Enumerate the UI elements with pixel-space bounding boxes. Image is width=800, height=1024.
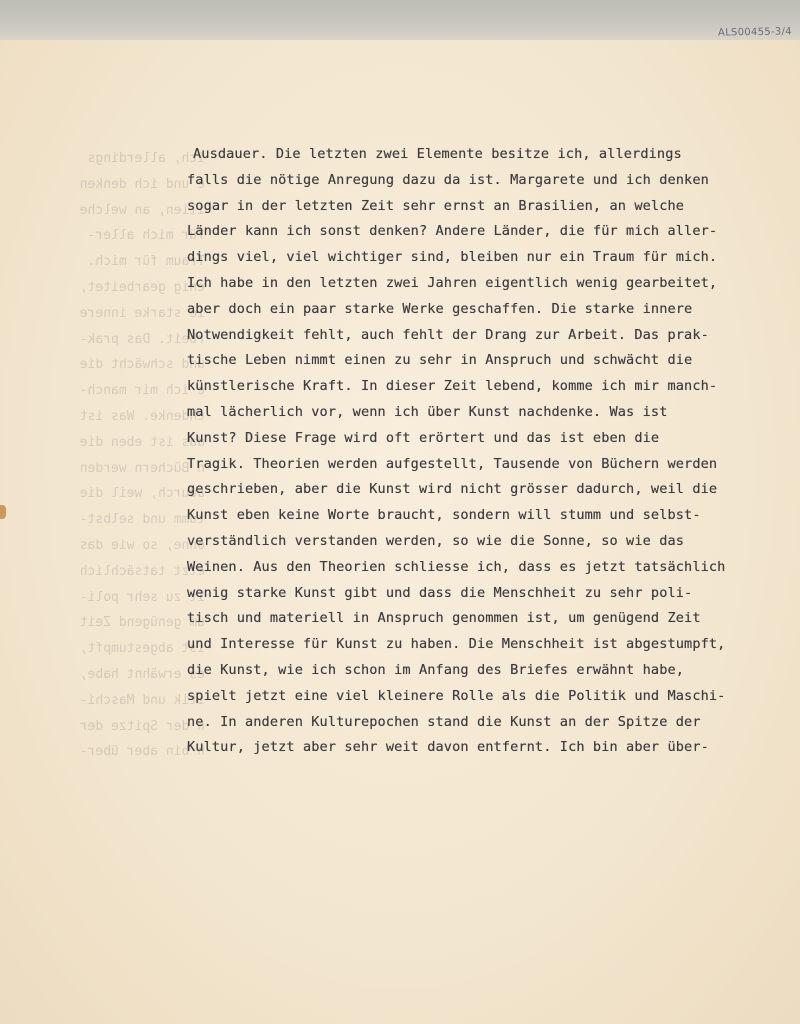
letter-line: Notwendigkeit fehlt, auch fehlt der Drang zur Arbeit. Das prak- (187, 326, 709, 343)
letter-line: Ausdauer. Die letzten zwei Elemente besitze ich, allerdings (193, 146, 682, 162)
letter-line: dings viel, viel wichtiger sind, bleiben nur ein Traum für mich. (187, 249, 718, 266)
letter-line: verständlich verstanden werden, so wie die Sonne, so wie das (187, 532, 685, 549)
letter-line: die Kunst, wie ich schon im Anfang des Briefes erwähnt habe, (187, 661, 685, 678)
letter-line: falls die nötige Anregung dazu da ist. Margarete und ich denken (187, 171, 709, 188)
letter-line: tisch und materiell in Anspruch genommen ist, um genügend Zeit (187, 610, 701, 627)
letter-line: ne. In anderen Kulturepochen stand die Kunst an der Spitze der (187, 713, 701, 730)
letter-line: Weinen. Aus den Theorien schliesse ich, dass es jetzt tatsächlich (187, 558, 726, 575)
letter-line: aber doch ein paar starke Werke geschaffen. Die starke innere (187, 300, 693, 317)
letter-line: Ich habe in den letzten zwei Jahren eigentlich wenig gearbeitet, (187, 274, 718, 291)
letter-line: spielt jetzt eine viel kleinere Rolle als die Politik und Maschi- (187, 687, 726, 704)
paper-edge-mark (0, 505, 6, 519)
letter-line: Kultur, jetzt aber sehr weit davon entfernt. Ich bin aber über- (187, 739, 709, 756)
letter-line: künstlerische Kraft. In dieser Zeit lebend, komme ich mir manch- (187, 378, 718, 395)
archive-id-label: ALS00455-3/4 (718, 26, 793, 39)
letter-line: und Interesse für Kunst zu haben. Die Menschheit ist abgestumpft, (187, 636, 726, 653)
scan-top-edge (0, 0, 800, 40)
letter-line: Kunst? Diese Frage wird oft erörtert und das ist eben die (187, 429, 660, 446)
letter-body (187, 142, 787, 761)
letter-line: sogar in der letzten Zeit sehr ernst an Brasilien, an welche (187, 197, 685, 214)
letter-line: Kunst eben keine Worte braucht, sondern will stumm und selbst- (187, 507, 701, 524)
letter-line: Länder kann ich sonst denken? Andere Länder, die für mich aller- (187, 223, 718, 240)
letter-line: tische Leben nimmt einen zu sehr in Anspruch und schwächt die (187, 352, 693, 369)
letter-line: geschrieben, aber die Kunst wird nicht grösser dadurch, weil die (187, 481, 718, 498)
letter-line: mal lächerlich vor, wenn ich über Kunst nachdenke. Was ist (187, 403, 668, 420)
bleed-through-text: ich, allerdings e und ich denken ilien, an welche für mich aller- Traum für mich. enig gearbeitet, ie starke innere rbeit. Das prak- und schwächt die e ich mir manch- chdenke. Was ist das ist eben die n Büchern werden adurch, weil die tumm und selbst- onne, so wie das etzt tatsächlich it zu sehr poli- um genügend Zeit ist abgestumpft, es erwähnt habe, itik und Maschi- n der Spitze der h bin aber über- (79, 151, 205, 760)
letter-line: Tragik. Theorien werden aufgestellt, Tausende von Büchern werden (187, 455, 718, 472)
letter-line: wenig starke Kunst gibt und dass die Menschheit zu sehr poli- (187, 584, 693, 601)
